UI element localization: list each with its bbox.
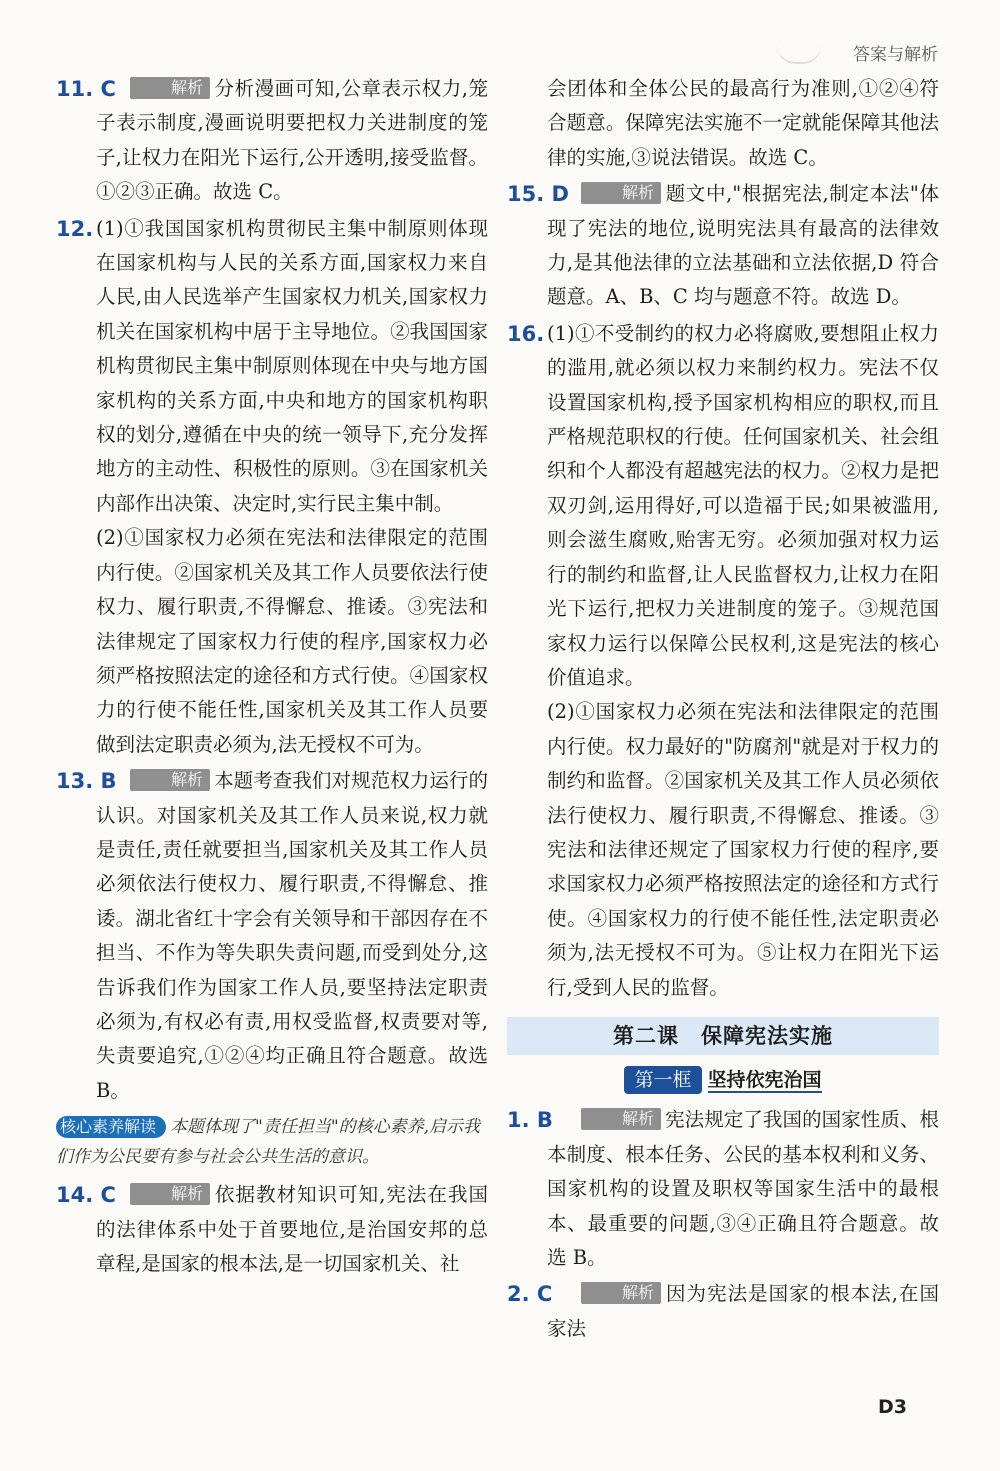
header-label: 答案与解析 bbox=[853, 45, 938, 65]
answer-paragraph-2: (2)①国家权力必须在宪法和法律限定的范围内行使。②国家机关及其工作人员要依法行使权力、履行职责,不得懈怠、推诿。③宪法和法律规定了国家权力行使的程序,国家权力必须严格按照法定的途径和方式行使。④国家权力的行使不能任性,国家机关及其工作人员要做到法定职责必须为,法无授权不可为。 bbox=[96, 526, 488, 756]
page-number: D3 bbox=[878, 1396, 907, 1418]
answer-number: 14. C bbox=[56, 1183, 116, 1208]
answer-body: 因为宪法是国家的根本法,在国家法 bbox=[547, 1282, 939, 1340]
answer-body: 题文中,"根据宪法,制定本法"体现了宪法的地位,说明宪法具有最高的法律效力,是其他法律的立法基础和立法依据,D 符合题意。A、B、C 均与题意不符。故选 D。 bbox=[547, 182, 939, 309]
answer-item-15 bbox=[507, 177, 939, 315]
answer-item-12 bbox=[56, 212, 488, 763]
answer-text bbox=[547, 1103, 939, 1275]
section-title: 坚持依宪治国 bbox=[707, 1068, 822, 1091]
answer-number: 12. bbox=[56, 216, 94, 241]
header-decoration-icon bbox=[776, 34, 822, 64]
answer-item-1 bbox=[507, 1103, 939, 1275]
answer-number: 1. B bbox=[507, 1108, 553, 1133]
answer-item-14 bbox=[56, 1178, 488, 1281]
section-heading bbox=[507, 1063, 939, 1097]
answer-paragraph-1: (1)①不受制约的权力必将腐败,要想阻止权力的滥用,就必须以权力来制约权力。宪法不仅设置国家机构,授予国家机构相应的职权,而且严格规范职权的行使。任何国家机关、社会组织和个人都没有超越宪法的权力。②权力是把双刃剑,运用得好,可以造福于民;如果被滥用,则会滋生腐败,贻害无穷。必须加强对权力运行的制约和监督,让人民监督权力,让权力在阳光下运行,把权力关进制度的笼子。③规范国家权力运行以保障公民权利,这是宪法的核心价值追求。 bbox=[547, 321, 939, 689]
answer-text bbox=[96, 1178, 488, 1281]
answer-body: 分析漫画可知,公章表示权力,笼子表示制度,漫画说明要把权力关进制度的笼子,让权力在阳光下运行,公开透明,接受监督。①②③正确。故选 C。 bbox=[96, 77, 488, 204]
analysis-tag: 解析 bbox=[581, 1108, 661, 1130]
answer-number: 16. bbox=[507, 321, 545, 346]
answer-body: 宪法规定了我国的国家性质、根本制度、根本任务、公民的基本权利和义务、国家机构的设置及职权等国家生活中的最根本、最重要的问题,③④正确且符合题意。故选 B。 bbox=[547, 1108, 939, 1269]
answer-text bbox=[96, 72, 488, 210]
answer-number: 13. B bbox=[56, 769, 117, 794]
answer-text: 会团体和全体公民的最高行为准则,①②④符合题意。保障宪法实施不一定就能保障其他法律的实施,③说法错误。故选 C。 bbox=[547, 77, 939, 169]
answer-number: 15. D bbox=[507, 182, 569, 207]
answer-item-11 bbox=[56, 72, 488, 210]
right-column bbox=[507, 72, 939, 1346]
answer-number: 11. C bbox=[56, 77, 116, 101]
answer-text bbox=[547, 177, 939, 315]
answer-item-2 bbox=[507, 1277, 939, 1346]
answer-body: 本题考查我们对规范权力运行的认识。对国家机关及其工作人员来说,权力就是责任,责任就要担当,国家机关及其工作人员必须依法行使权力、履行职责,不得懈怠、推诿。湖北省红十字会有关领导和干部因存在不担当、不作为等失职失责问题,而受到处分,这告诉我们作为国家工作人员,要坚持法定职责必须为,有权必有责,用权受监督,权责要对等,失责要追究,①②④均正确且符合题意。故选 B。 bbox=[96, 769, 488, 1102]
answer-text bbox=[547, 1277, 939, 1346]
answer-paragraph-1: (1)①我国国家机构贯彻民主集中制原则体现在国家机构与人民的关系方面,国家权力来自人民,由人民选举产生国家权力机关,国家权力机关在国家机构中居于主导地位。②我国国家机构贯彻民主集中制原则体现在中央与地方国家机构的关系方面,中央和地方的国家机构职权的划分,遵循在中央的统一领导下,充分发挥地方的主动性、积极性的原则。③在国家机关内部作出决策、决定时,实行民主集中制。 bbox=[96, 216, 488, 515]
answer-item-13 bbox=[56, 764, 488, 1108]
analysis-tag: 解析 bbox=[130, 1183, 210, 1205]
core-literacy-badge: 核心素养解读 bbox=[56, 1116, 166, 1138]
page-header bbox=[0, 0, 1000, 70]
answer-body: 依据教材知识可知,宪法在我国的法律体系中处于首要地位,是治国安邦的总章程,是国家的根本法,是一切国家机关、社 bbox=[96, 1183, 488, 1275]
core-literacy-note bbox=[56, 1112, 488, 1172]
analysis-tag: 解析 bbox=[130, 769, 210, 791]
answer-item-14-continued bbox=[507, 72, 939, 175]
answer-item-16 bbox=[507, 317, 939, 1005]
answer-paragraph-2: (2)①国家权力必须在宪法和法律限定的范围内行使。权力最好的"防腐剂"就是对于权力的制约和监督。②国家机关及其工作人员必须依法行使权力、履行职责,不得懈怠、推诿。③宪法和法律还规定了国家权力行使的程序,要求国家权力必须严格按照法定的途径和方式行使。④国家权力的行使不能任性,法定职责必须为,法无授权不可为。⑤让权力在阳光下运行,受到人民的监督。 bbox=[547, 700, 939, 999]
analysis-tag: 解析 bbox=[581, 1282, 661, 1304]
core-literacy-text: 本题体现了"责任担当"的核心素养,启示我们作为公民要有参与社会公共生活的意识。 bbox=[56, 1117, 481, 1168]
answer-text bbox=[96, 764, 488, 1108]
analysis-tag: 解析 bbox=[581, 182, 661, 204]
lesson-title: 第二课 保障宪法实施 bbox=[507, 1017, 939, 1055]
answer-number: 2. C bbox=[507, 1282, 553, 1307]
analysis-tag: 解析 bbox=[130, 77, 210, 99]
left-column bbox=[56, 72, 488, 1281]
section-badge: 第一框 bbox=[624, 1066, 701, 1094]
